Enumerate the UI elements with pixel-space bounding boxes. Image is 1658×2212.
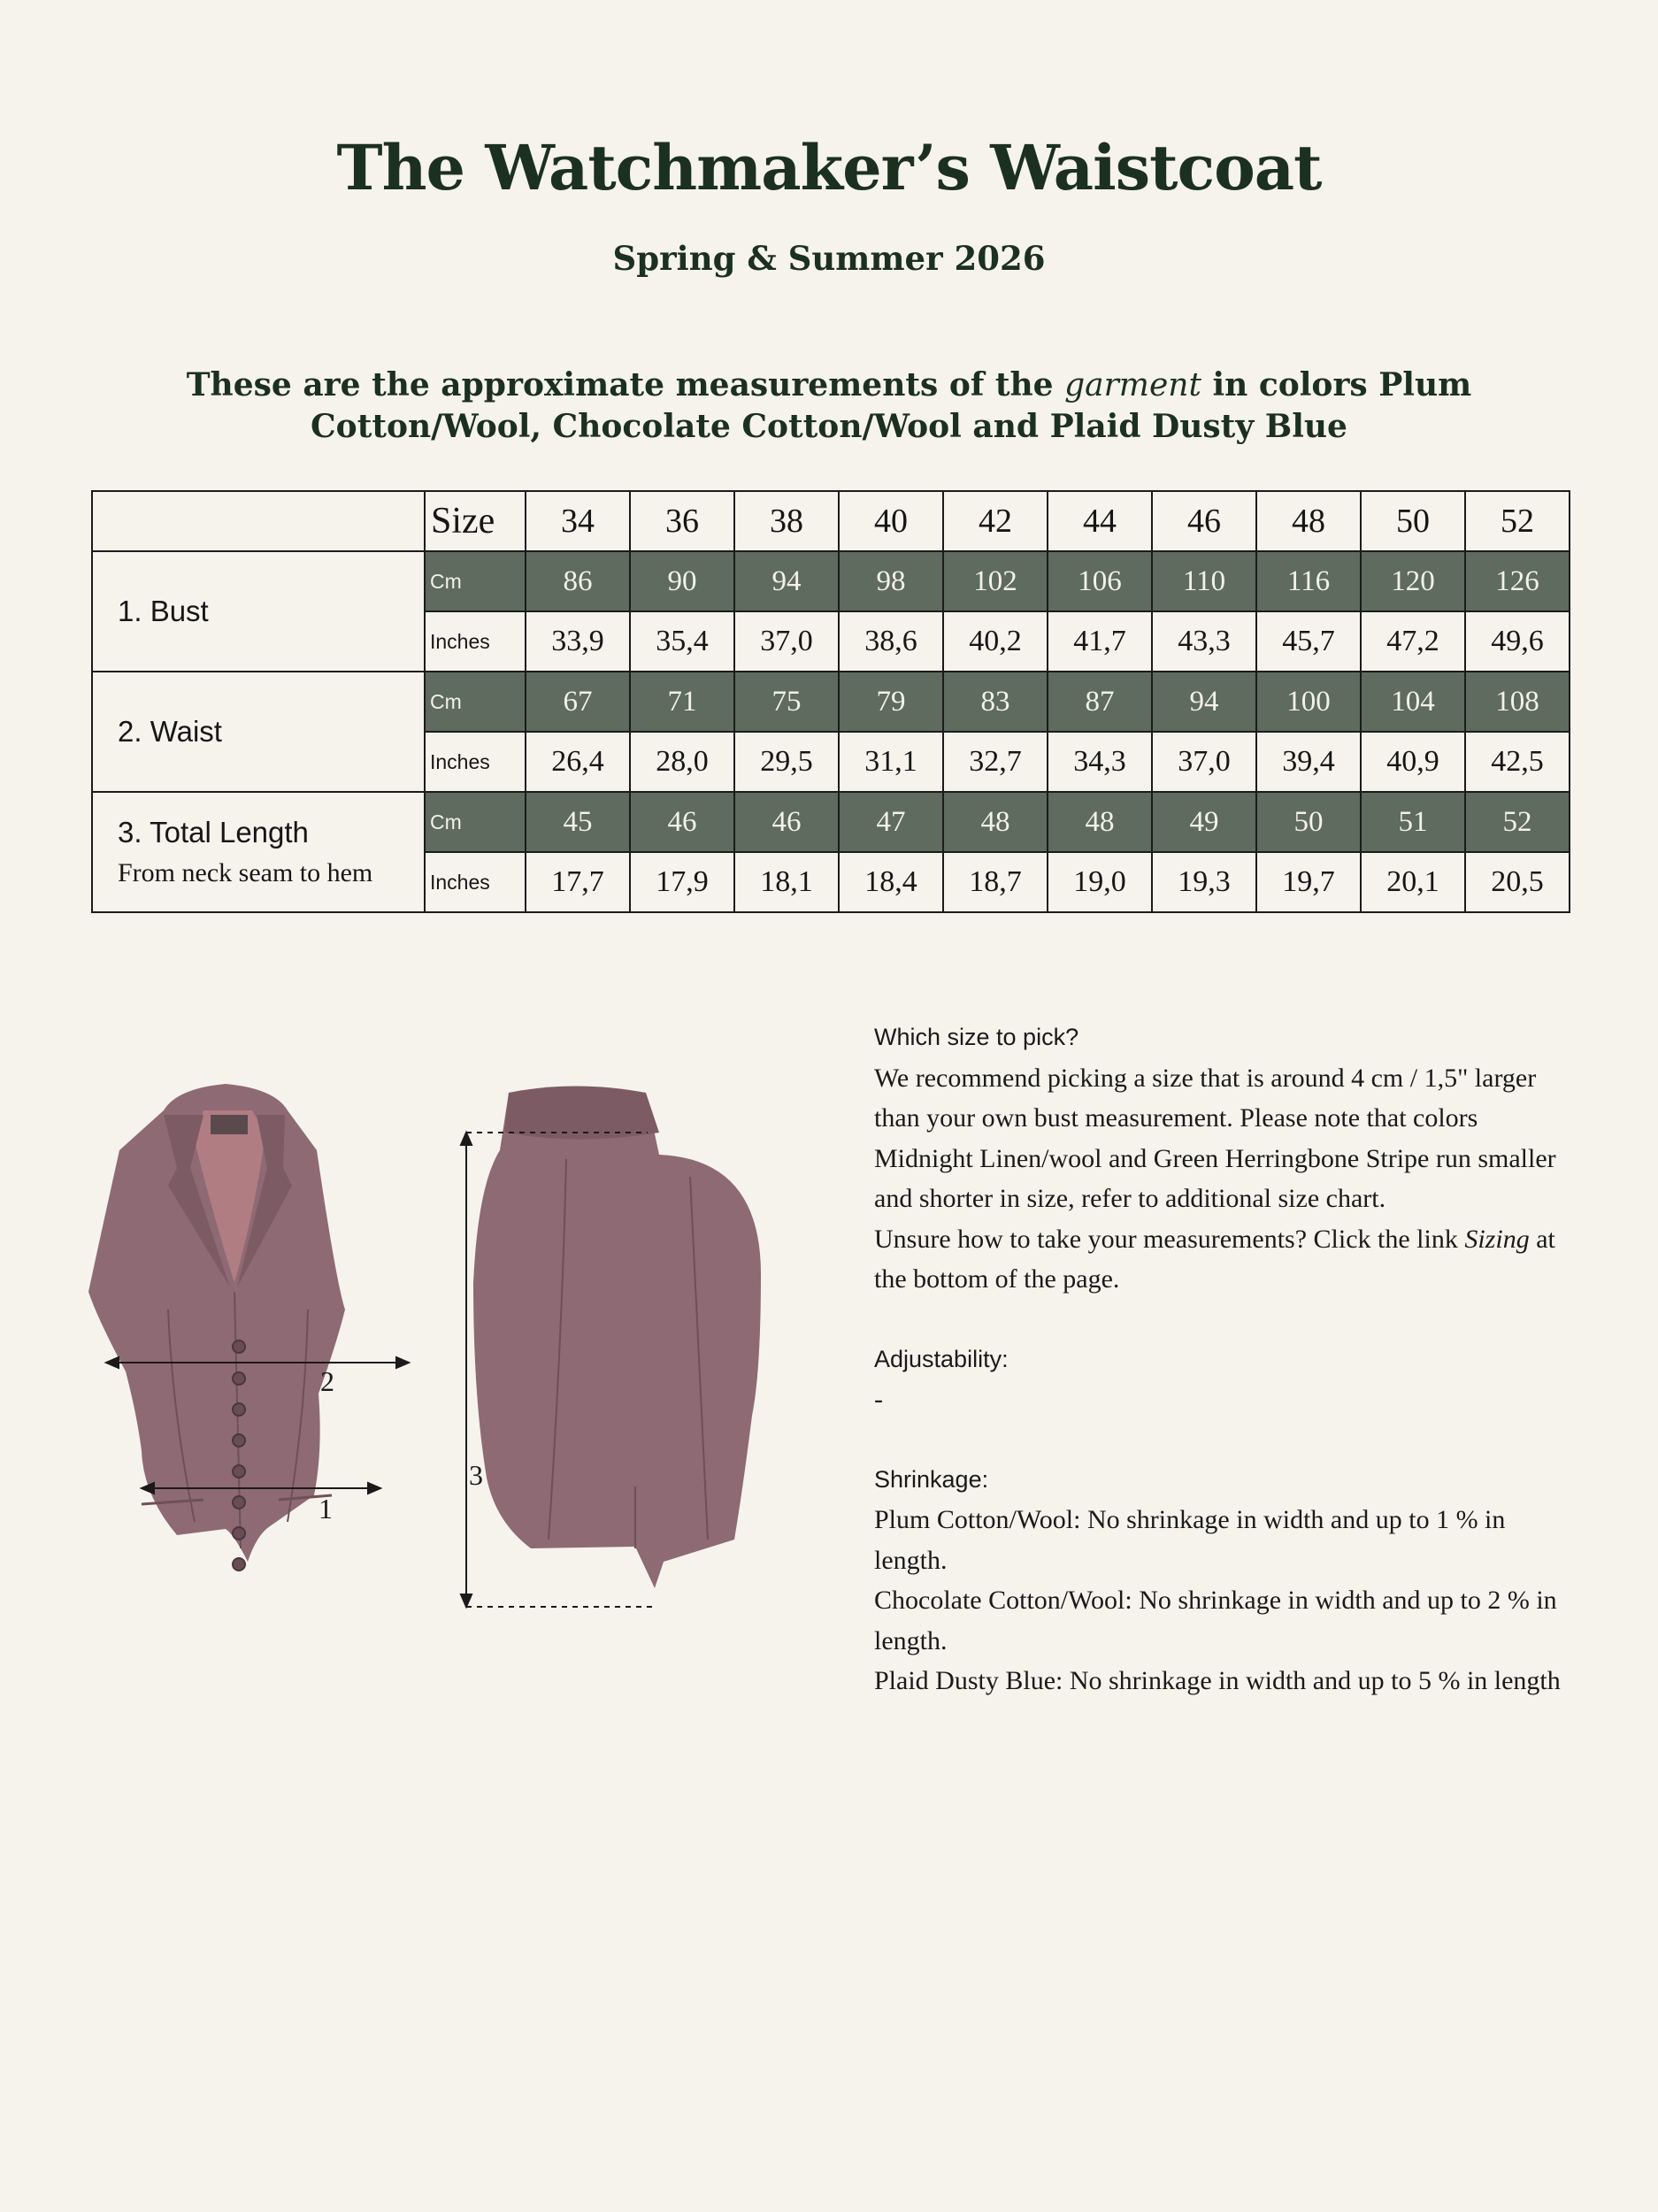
measure-label-text: 3. Total Length (118, 816, 309, 849)
size-header-cell: 46 (1152, 491, 1256, 551)
back-body (473, 1088, 761, 1588)
cm-value-cell: 45 (526, 792, 630, 852)
cm-value-cell: 75 (734, 672, 839, 732)
shrink-line-plaid: Plaid Dusty Blue: No shrinkage in width and up to 5 % in length (874, 1666, 1561, 1695)
inch-value-cell: 40,9 (1361, 732, 1465, 792)
inch-value-cell: 19,0 (1048, 852, 1152, 912)
cm-value-cell: 108 (1465, 672, 1570, 732)
brand-label (211, 1115, 248, 1134)
inch-value-cell: 49,6 (1465, 611, 1570, 672)
intro-before: These are the approximate measurements of the (186, 366, 1065, 403)
size-header-cell: 40 (839, 491, 943, 551)
size-header-cell: 44 (1048, 491, 1152, 551)
cm-value-cell: 83 (943, 672, 1048, 732)
size-header-cell: 36 (630, 491, 734, 551)
inch-value-cell: 18,7 (943, 852, 1048, 912)
size-header-cell: 52 (1465, 491, 1570, 551)
shrink-heading: Shrinkage: (874, 1465, 989, 1493)
inch-value-cell: 43,3 (1152, 611, 1256, 672)
intro-text (80, 365, 1578, 448)
size-header-cell: 42 (943, 491, 1048, 551)
inch-value-cell: 37,0 (1152, 732, 1256, 792)
inch-value-cell: 45,7 (1256, 611, 1361, 672)
cm-value-cell: 120 (1361, 551, 1465, 611)
measure-label (92, 551, 425, 672)
measure-label-text: 2. Waist (118, 715, 222, 748)
size-header-row (92, 491, 1570, 551)
size-header-cell: 50 (1361, 491, 1465, 551)
unit-inches-label: Inches (425, 732, 526, 792)
cm-value-cell: 87 (1048, 672, 1152, 732)
unsure-after: at the bottom of the page. (874, 1224, 1555, 1294)
unsure-text (874, 1219, 1582, 1300)
size-notes (874, 1018, 1582, 1701)
inch-value-cell: 31,1 (839, 732, 943, 792)
cm-value-cell: 46 (630, 792, 734, 852)
unit-cm-label: Cm (425, 792, 526, 852)
cm-value-cell: 102 (943, 551, 1048, 611)
inch-value-cell: 20,5 (1465, 852, 1570, 912)
cm-value-cell: 94 (734, 551, 839, 611)
cm-value-cell: 104 (1361, 672, 1465, 732)
unsure-before: Unsure how to take your measurements? Click the link (874, 1224, 1465, 1254)
pick-text: We recommend picking a size that is around 4 cm / 1,5" larger than your own bust measurement. Please note that colors Midnight Linen/wool and Green Herringbone Stripe run smaller and shorter in size, refer to additional size chart. (874, 1063, 1556, 1213)
cm-value-cell: 50 (1256, 792, 1361, 852)
cm-value-cell: 48 (1048, 792, 1152, 852)
cm-value-cell: 46 (734, 792, 839, 852)
cm-value-cell: 126 (1465, 551, 1570, 611)
cm-value-cell: 52 (1465, 792, 1570, 852)
cm-value-cell: 110 (1152, 551, 1256, 611)
adjust-heading: Adjustability: (874, 1345, 1009, 1372)
intro-after: in colors Plum Cotton/Wool, Chocolate Cotton/Wool and Plaid Dusty Blue (311, 366, 1472, 445)
measure-label (92, 792, 425, 912)
cm-value-cell: 98 (839, 551, 943, 611)
inch-value-cell: 29,5 (734, 732, 839, 792)
size-header-label: Size (425, 491, 526, 551)
size-header-cell: 34 (526, 491, 630, 551)
cm-value-cell: 79 (839, 672, 943, 732)
bust-marker-label: 1 (319, 1493, 333, 1525)
cm-value-cell: 90 (630, 551, 734, 611)
inch-value-cell: 20,1 (1361, 852, 1465, 912)
inch-value-cell: 18,1 (734, 852, 839, 912)
measure-row-cm (92, 551, 1570, 611)
inch-value-cell: 17,9 (630, 852, 734, 912)
shrink-line-plum: Plum Cotton/Wool: No shrinkage in width and up to 1 % in length. (874, 1505, 1506, 1575)
waistcoat-diagram (80, 1079, 823, 1655)
measure-label-text: 1. Bust (118, 595, 209, 627)
sizing-link[interactable]: Sizing (1464, 1224, 1530, 1254)
cm-value-cell: 67 (526, 672, 630, 732)
cm-value-cell: 49 (1152, 792, 1256, 852)
inch-value-cell: 19,3 (1152, 852, 1256, 912)
page-title: The Watchmaker’s Waistcoat (336, 131, 1322, 204)
inch-value-cell: 47,2 (1361, 611, 1465, 672)
cm-value-cell: 86 (526, 551, 630, 611)
cm-value-cell: 71 (630, 672, 734, 732)
measure-sublabel: From neck seam to hem (118, 858, 373, 887)
cm-value-cell: 100 (1256, 672, 1361, 732)
back-collar (504, 1087, 659, 1140)
inch-value-cell: 19,7 (1256, 852, 1361, 912)
inch-value-cell: 28,0 (630, 732, 734, 792)
table-corner (92, 491, 425, 551)
length-marker-label: 3 (469, 1459, 483, 1491)
inch-value-cell: 38,6 (839, 611, 943, 672)
measure-row-cm (92, 792, 1570, 852)
inch-value-cell: 33,9 (526, 611, 630, 672)
unit-inches-label: Inches (425, 611, 526, 672)
waistcoat-back (461, 1087, 761, 1608)
inch-value-cell: 18,4 (839, 852, 943, 912)
collection-subtitle: Spring & Summer 2026 (612, 239, 1046, 278)
inch-value-cell: 32,7 (943, 732, 1048, 792)
shrink-line-chocolate: Chocolate Cotton/Wool: No shrinkage in width and up to 2 % in length. (874, 1586, 1557, 1655)
size-table (91, 490, 1570, 913)
inch-value-cell: 40,2 (943, 611, 1048, 672)
pick-heading: Which size to pick? (874, 1024, 1079, 1050)
size-header-cell: 38 (734, 491, 839, 551)
waistcoat-front (88, 1084, 409, 1571)
adjust-text: - (874, 1385, 883, 1414)
unit-cm-label: Cm (425, 551, 526, 611)
inch-value-cell: 42,5 (1465, 732, 1570, 792)
size-header-cell: 48 (1256, 491, 1361, 551)
measure-row-cm (92, 672, 1570, 732)
inch-value-cell: 17,7 (526, 852, 630, 912)
inch-value-cell: 41,7 (1048, 611, 1152, 672)
cm-value-cell: 48 (943, 792, 1048, 852)
cm-value-cell: 51 (1361, 792, 1465, 852)
inch-value-cell: 39,4 (1256, 732, 1361, 792)
inch-value-cell: 34,3 (1048, 732, 1152, 792)
unit-inches-label: Inches (425, 852, 526, 912)
cm-value-cell: 47 (839, 792, 943, 852)
inch-value-cell: 26,4 (526, 732, 630, 792)
measure-label (92, 672, 425, 792)
inch-value-cell: 35,4 (630, 611, 734, 672)
intro-emphasis: garment (1064, 367, 1201, 403)
cm-value-cell: 106 (1048, 551, 1152, 611)
inch-value-cell: 37,0 (734, 611, 839, 672)
cm-value-cell: 94 (1152, 672, 1256, 732)
cm-value-cell: 116 (1256, 551, 1361, 611)
waist-marker-label: 2 (320, 1365, 334, 1397)
unit-cm-label: Cm (425, 672, 526, 732)
